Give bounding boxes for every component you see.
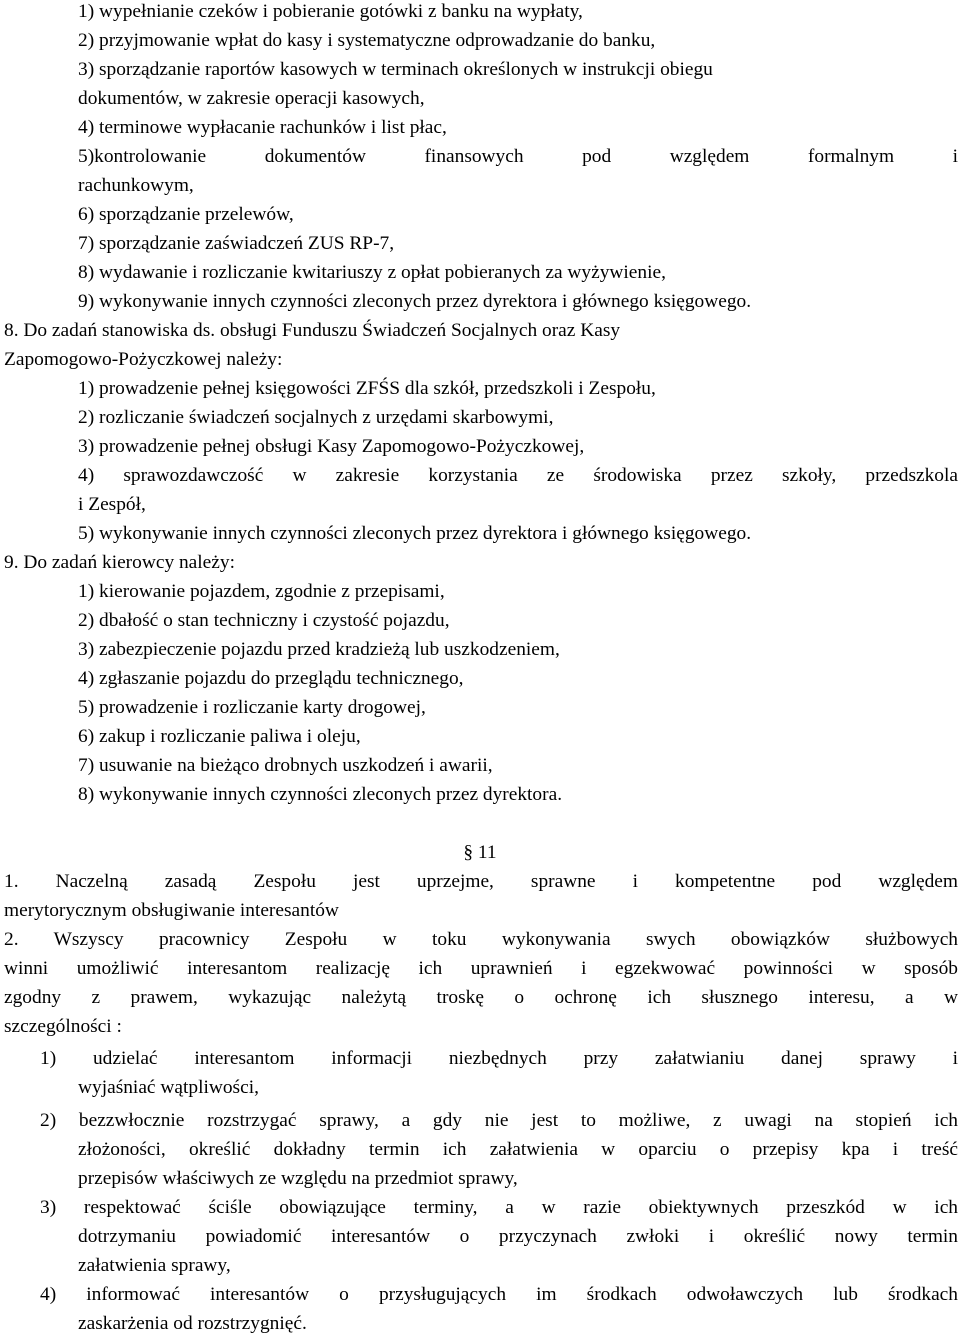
text-line: 5) prowadzenie i rozliczanie karty drogowej, [78, 697, 426, 718]
text-line: dokumentów, w zakresie operacji kasowych, [78, 88, 425, 109]
paragraph-heading: § 11 [463, 842, 497, 863]
text-line: 4) sprawozdawczość w zakresie korzystania ze środowiska przez szkoły, przedszkola [78, 465, 958, 486]
text-line: 7) usuwanie na bieżąco drobnych uszkodzeń i awarii, [78, 755, 493, 776]
text-line: załatwienia sprawy, [78, 1255, 231, 1276]
text-line: 4) zgłaszanie pojazdu do przeglądu technicznego, [78, 668, 464, 689]
text-line: 1) kierowanie pojazdem, zgodnie z przepisami, [78, 581, 445, 602]
text-line: 1) wypełnianie czeków i pobieranie gotówki z banku na wypłaty, [78, 1, 583, 22]
text-line: 9) wykonywanie innych czynności zleconych przez dyrektora i głównego księgowego. [78, 291, 752, 312]
text-line: rachunkowym, [78, 175, 194, 196]
text-line: 6) zakup i rozliczanie paliwa i oleju, [78, 726, 361, 747]
section-heading: Zapomogowo-Pożyczkowej należy: [4, 349, 283, 370]
text-line: 2. Wszyscy pracownicy Zespołu w toku wykonywania swych obowiązków służbowych [4, 929, 958, 950]
text-line: 8) wydawanie i rozliczanie kwitariuszy z opłat pobieranych za wyżywienie, [78, 262, 666, 283]
text-line: 1) prowadzenie pełnej księgowości ZFŚS dla szkół, przedszkoli i Zespołu, [78, 378, 656, 399]
section-heading: 8. Do zadań stanowiska ds. obsługi Funduszu Świadczeń Socjalnych oraz Kasy [4, 320, 621, 341]
text-line: przepisów właściwych ze względu na przedmiot sprawy, [78, 1168, 518, 1189]
text-line: winni umożliwić interesantom realizację ich uprawnień i egzekwować powinności w sposób [4, 958, 958, 979]
text-line: 6) sporządzanie przelewów, [78, 204, 294, 225]
text-line: 2) dbałość o stan techniczny i czystość pojazdu, [78, 610, 450, 631]
text-line: 5)kontrolowanie dokumentów finansowych pod względem formalnym i [78, 146, 958, 167]
section-heading: 9. Do zadań kierowcy należy: [4, 552, 235, 573]
text-line: 4) terminowe wypłacanie rachunków i list płac, [78, 117, 447, 138]
text-line: 3) respektować ściśle obowiązujące terminy, a w razie obiektywnych przeszkód w ich [40, 1197, 958, 1218]
text-line: 3) sporządzanie raportów kasowych w terminach określonych w instrukcji obiegu [78, 59, 713, 80]
text-line: 2) przyjmowanie wpłat do kasy i systematyczne odprowadzanie do banku, [78, 30, 656, 51]
text-line: i Zespół, [78, 494, 146, 515]
text-line: 7) sporządzanie zaświadczeń ZUS RP-7, [78, 233, 395, 254]
text-line: 1. Naczelną zasadą Zespołu jest uprzejme, sprawne i kompetentne pod względem [4, 871, 958, 892]
text-line: wyjaśniać wątpliwości, [78, 1077, 259, 1098]
text-line: zaskarżenia od rozstrzygnięć. [78, 1313, 307, 1334]
text-line: 1) udzielać interesantom informacji niezbędnych przy załatwianiu danej sprawy i [40, 1048, 958, 1069]
text-line: 8) wykonywanie innych czynności zleconych przez dyrektora. [78, 784, 563, 805]
text-line: zgodny z prawem, wykazując należytą troskę o ochronę ich słusznego interesu, a w [4, 987, 958, 1008]
text-line: 3) zabezpieczenie pojazdu przed kradzieżą lub uszkodzeniem, [78, 639, 560, 660]
text-line: 5) wykonywanie innych czynności zleconych przez dyrektora i głównego księgowego. [78, 523, 752, 544]
text-line: złożoności, określić dokładny termin ich załatwienia w oparciu o przepisy kpa i treść [78, 1139, 958, 1160]
text-line: 3) prowadzenie pełnej obsługi Kasy Zapomogowo-Pożyczkowej, [78, 436, 585, 457]
text-line: 2) rozliczanie świadczeń socjalnych z urzędami skarbowymi, [78, 407, 554, 428]
text-line: merytorycznym obsługiwanie interesantów [4, 900, 339, 921]
text-line: 4) informować interesantów o przysługujących im środkach odwoławczych lub środkach [40, 1284, 958, 1305]
text-line: szczególności : [4, 1016, 122, 1037]
text-line: dotrzymaniu powiadomić interesantów o przyczynach zwłoki i określić nowy termin [78, 1226, 958, 1247]
text-line: 2) bezzwłocznie rozstrzygać sprawy, a gdy nie jest to możliwe, z uwagi na stopień ich [40, 1110, 958, 1131]
